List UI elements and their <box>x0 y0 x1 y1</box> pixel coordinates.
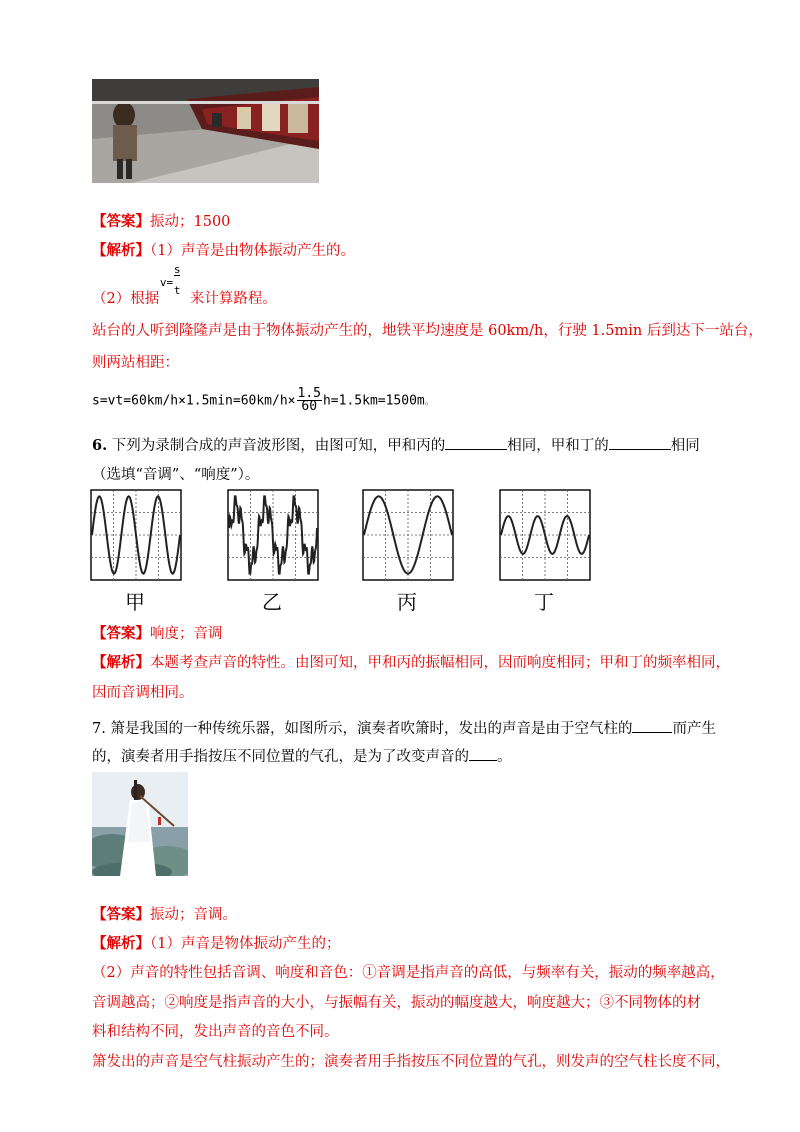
q5-answer-text: 振动；1500 <box>150 214 231 230</box>
q7-blank-2[interactable] <box>469 744 497 761</box>
formula-v: v= <box>159 276 174 289</box>
answer-tag: 【答案】 <box>92 213 150 230</box>
analysis-tag: 【解析】 <box>92 242 150 259</box>
q5-analysis-line2 <box>92 263 277 309</box>
calc-num: 1.5 <box>297 386 321 401</box>
q7-analysis-line4: 料和结构不同，发出声音的音色不同。 <box>92 1024 339 1040</box>
q6-answer-text: 响度；音调 <box>150 626 223 642</box>
q6-analysis-line2: 因而音调相同。 <box>92 685 194 701</box>
q7-question-line1 <box>92 716 716 739</box>
q6-blank-2[interactable] <box>609 433 671 450</box>
waveform-ding <box>499 489 591 581</box>
q5-analysis-text1: （1）声音是由物体振动产生的。 <box>150 243 355 259</box>
q7-analysis-line5: 箫发出的声音是空气柱振动产生的；演奏者用手指按压不同位置的气孔，则发声的空气柱长度不同， <box>92 1054 730 1070</box>
calc-den: 60 <box>301 399 318 414</box>
analysis-tag: 【解析】 <box>92 654 150 671</box>
calc-fraction <box>297 388 322 413</box>
q6-text-b: 相同，甲和丁的 <box>507 438 609 454</box>
q6-text-a: 下列为录制合成的声音波形图，由图可知，甲和丙的 <box>107 438 446 454</box>
waveform-yi <box>227 489 319 581</box>
answer-tag: 【答案】 <box>92 625 150 642</box>
analysis-tag: 【解析】 <box>92 935 150 952</box>
formula-t: t <box>173 284 181 297</box>
q7-analysis-line2: （2）声音的特性包括音调、响度和音色：①音调是指声音的高低，与频率有关，振动的频率越高， <box>92 965 725 981</box>
q6-analysis-line1 <box>92 653 730 673</box>
q7-blank-1[interactable] <box>632 716 672 733</box>
q7-question-line2 <box>92 744 512 767</box>
q5-calculation <box>92 388 435 413</box>
q7-analysis-line3: 音调越高；②响度是指声音的大小，与振幅有关，振动的幅度越大，响度越大；③不同物体的材 <box>92 995 701 1011</box>
q5-answer-line <box>92 212 230 232</box>
wave-label-bing: 丙 <box>397 590 417 614</box>
q7-analysis-text1: （1）声音是物体振动产生的； <box>150 936 341 952</box>
wave-label-jia: 甲 <box>125 590 145 614</box>
q5-analysis-text2-pre: （2）根据 <box>92 291 160 307</box>
q7-text-1b: 而产生 <box>672 721 716 737</box>
wave-label-yi: 乙 <box>262 590 282 614</box>
q7-text-2b: 。 <box>497 749 512 765</box>
calc-end: 。 <box>424 396 435 408</box>
wave-label-ding: 丁 <box>534 590 554 614</box>
q5-red-line1: 站台的人听到隆隆声是由于物体振动产生的，地铁平均速度是 60km/h，行驶 1.5min 后到达下一站台， <box>92 323 763 339</box>
q6-blank-1[interactable] <box>445 433 507 450</box>
subway-station-photo <box>92 79 319 183</box>
calc-post: h=1.5km=1500m <box>322 393 425 409</box>
q6-question-line1 <box>92 433 700 456</box>
xiao-player-photo <box>92 772 188 876</box>
q7-text-2a: 的，演奏者用手指按压不同位置的气孔，是为了改变声音的 <box>92 749 469 765</box>
q6-answer-line <box>92 624 223 644</box>
formula-s: s <box>173 263 181 276</box>
q5-red-line2: 则两站相距： <box>92 355 179 371</box>
q6-number: 6. <box>92 437 108 454</box>
q7-answer-line <box>92 905 237 925</box>
q6-question-line2: （选填“音调”、“响度”）。 <box>92 467 260 483</box>
q5-analysis-text2-post: 来计算路程。 <box>189 291 277 307</box>
q7-text-1a: 7. 箫是我国的一种传统乐器，如图所示，演奏者吹箫时，发出的声音是由于空气柱的 <box>92 721 633 737</box>
q6-text-c: 相同 <box>670 438 700 454</box>
velocity-formula <box>159 263 190 303</box>
q6-analysis-text1: 本题考查声音的特性。由图可知，甲和丙的振幅相同，因而响度相同；甲和丁的频率相同， <box>150 655 730 671</box>
q5-analysis-line1 <box>92 241 355 261</box>
waveform-jia <box>90 489 182 581</box>
answer-tag: 【答案】 <box>92 906 150 923</box>
q7-answer-text: 振动；音调。 <box>150 907 237 923</box>
q7-analysis-line1 <box>92 934 340 954</box>
waveform-bing <box>362 489 454 581</box>
calc-pre: s=vt=60km/h×1.5min=60km/h× <box>92 393 296 409</box>
waveform-trace-ding <box>501 516 589 554</box>
